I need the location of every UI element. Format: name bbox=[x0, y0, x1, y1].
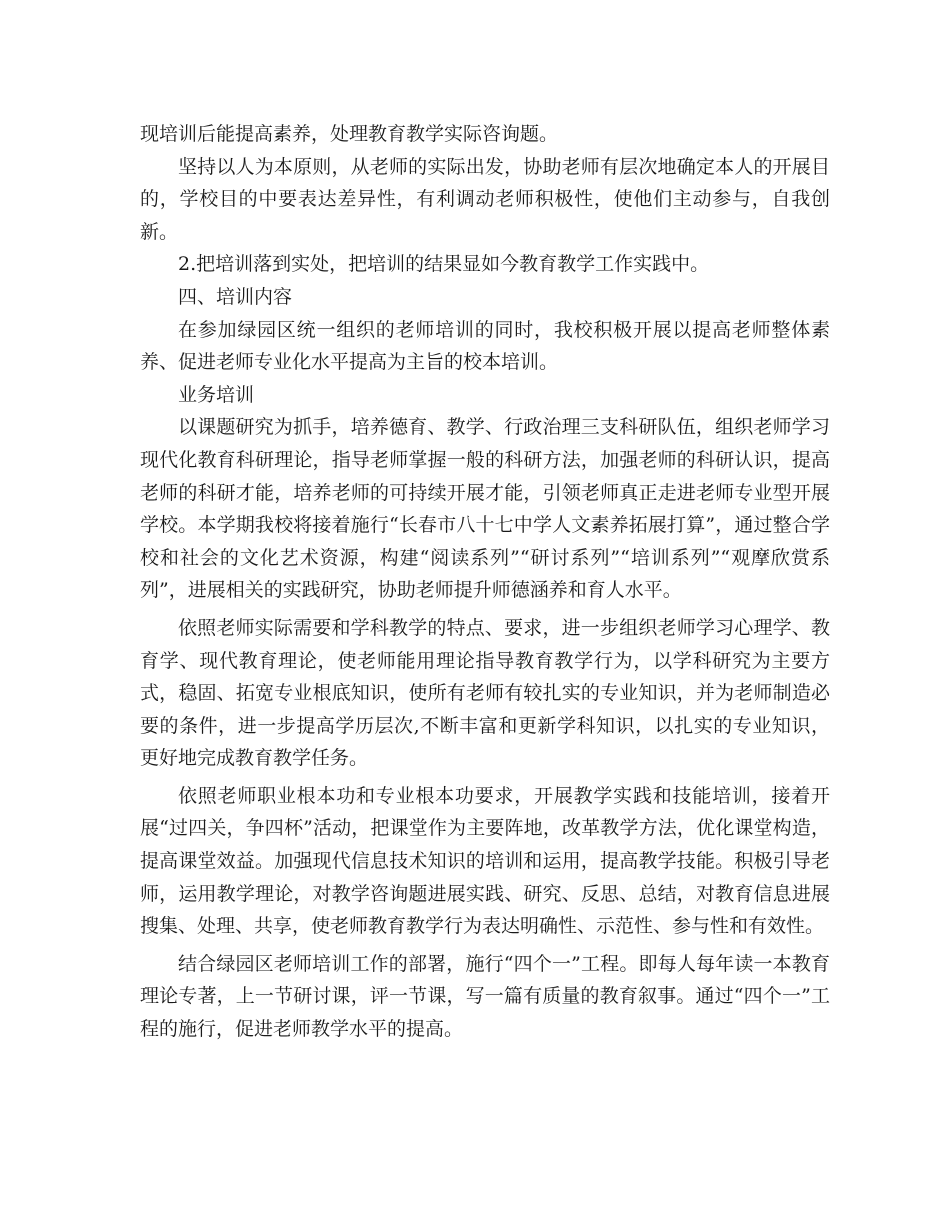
paragraph: 坚持以人为本原则，从老师的实际出发，协助老师有层次地确定本人的开展目的，学校目的中要表达差异性，有利调动老师积极性，使他们主动参与，自我创新。 bbox=[140, 155, 830, 243]
paragraph: 在参加绿园区统一组织的老师培训的同时，我校积极开展以提高老师整体素养、促进老师专业化水平提高为主旨的校本培训。 bbox=[140, 318, 830, 374]
paragraph: 以课题研究为抓手，培养德育、教学、行政治理三支科研队伍，组织老师学习现代化教育科研理论，指导老师掌握一般的科研方法，加强老师的科研认识，提高老师的科研才能，培养老师的可持续开展才能，引领老师真正走进老师专业型开展学校。本学期我校将接着施行“长春市八十七中学人文素养拓展打算”，通过整合学校和社会的文化艺术资源，构建“阅读系列”“研讨系列”“培训系列”“观摩欣赏系列”，进展相关的实践研究，协助老师提升师德涵养和育人水平。 bbox=[140, 416, 830, 602]
paragraph: 依照老师实际需要和学科教学的特点、要求，进一步组织老师学习心理学、教育学、现代教育理论，使老师能用理论指导教育教学行为，以学科研究为主要方式，稳固、拓宽专业根底知识，使所有老师有较扎实的专业知识，并为老师制造必要的条件，进一步提高学历层次,不断丰富和更新学科知识，以扎实的专业知识，更好地完成教育教学任务。 bbox=[140, 616, 830, 770]
paragraph: 现培训后能提高素养，处理教育教学实际咨询题。 bbox=[140, 123, 559, 145]
paragraph: 依照老师职业根本功和专业根本功要求，开展教学实践和技能培训，接着开展“过四关，争四杯”活动，把课堂作为主要阵地，改革教学方法，优化课堂构造，提高课堂效益。加强现代信息技术知识的培训和运用，提高教学技能。积极引导老师，运用教学理论，对教学咨询题进展实践、研究、反思、总结，对教育信息进展搜集、处理、共享，使老师教育教学行为表达明确性、示范性、参与性和有效性。 bbox=[140, 784, 830, 938]
paragraph: 业务培训 bbox=[178, 383, 255, 406]
paragraph: 结合绿园区老师培训工作的部署，施行“四个一”工程。即每人每年读一本教育理论专著，上一节研讨课，评一节课，写一篇有质量的教育叙事。通过“四个一”工程的施行，促进老师教学水平的提高。 bbox=[140, 952, 830, 1041]
paragraph: 2.把培训落到实处，把培训的结果显如今教育教学工作实践中。 bbox=[178, 253, 710, 276]
document-page bbox=[140, 118, 830, 1046]
paragraph: 四、培训内容 bbox=[178, 285, 293, 308]
